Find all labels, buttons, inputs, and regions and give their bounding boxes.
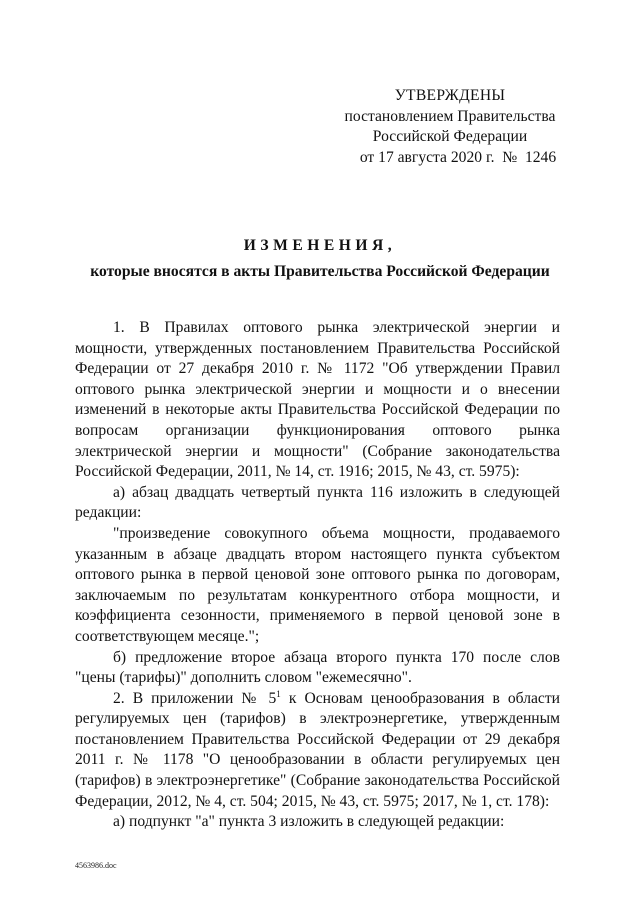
document-body — [75, 318, 560, 833]
document-title: ИЗМЕНЕНИЯ, — [243, 237, 397, 254]
paragraph-5-rest: к Основам ценообразования в области регулируемых цен (тарифов) в электроэнергетике, утвержденным постановлением Правительства Российской Федерации от 29 декабря 2011 г. № 1178 "О ценообразовании в области регулируемых цен (тарифов) в электроэнергетике" (Собрание законодательства Российской Федерации, 2012, № 4, ст. 504; 2015, № 43, ст. 5975; 2017, № 1, ст. 178): — [75, 689, 560, 810]
approval-line-2: Российской Федерации — [372, 128, 528, 145]
paragraph-5-start: 2. В приложении № 5 — [113, 689, 277, 707]
approval-block — [330, 86, 570, 168]
approval-heading: УТВЕРЖДЕНЫ — [394, 87, 506, 104]
paragraph-1: 1. В Правилах оптового рынка электрической энергии и мощности, утвержденных постановлением Правительства Российской Федерации от 27 декабря 2010 г. № 1172 "Об утверждении Правил оптового рынка электрической энергии и мощности и о внесении изменений в некоторые акты Правительства Российской Федерации по вопросам организации функционирования оптового рынка электрической энергии и мощности" (Собрание законодательства Российской Федерации, 2011, № 14, ст. 1916; 2015, № 43, ст. 5975): — [75, 319, 560, 481]
approval-date-line: от 17 августа 2020 г. № 1246 — [359, 148, 557, 166]
paragraph-2: а) абзац двадцать четвертый пункта 116 изложить в следующей редакции: — [75, 483, 560, 522]
file-name-footer: 4563986.doc — [75, 861, 117, 870]
paragraph-4: б) предложение второе абзаца второго пункта 170 после слов "цены (тарифы)" дополнить словом "ежемесячно". — [75, 648, 560, 687]
document-subtitle: которые вносятся в акты Правительства Российской Федерации — [90, 263, 550, 280]
paragraph-5-superscript: 1 — [276, 688, 281, 699]
paragraph-6: а) подпункт "а" пункта 3 изложить в следующей редакции: — [113, 813, 505, 831]
paragraph-3-quote: "произведение совокупного объема мощности, продаваемого указанным в абзаце двадцать втором настоящего пункта субъектом оптового рынка в первой ценовой зоне оптового рынка по договорам, заключаемым по результатам конкурентного отбора мощности, и коэффициента сезонности, применяемого в первой ценовой зоне в соответствующем месяце."; — [75, 524, 560, 645]
paragraph-5 — [75, 689, 560, 813]
approval-line-1: постановлением Правительства — [344, 107, 556, 125]
